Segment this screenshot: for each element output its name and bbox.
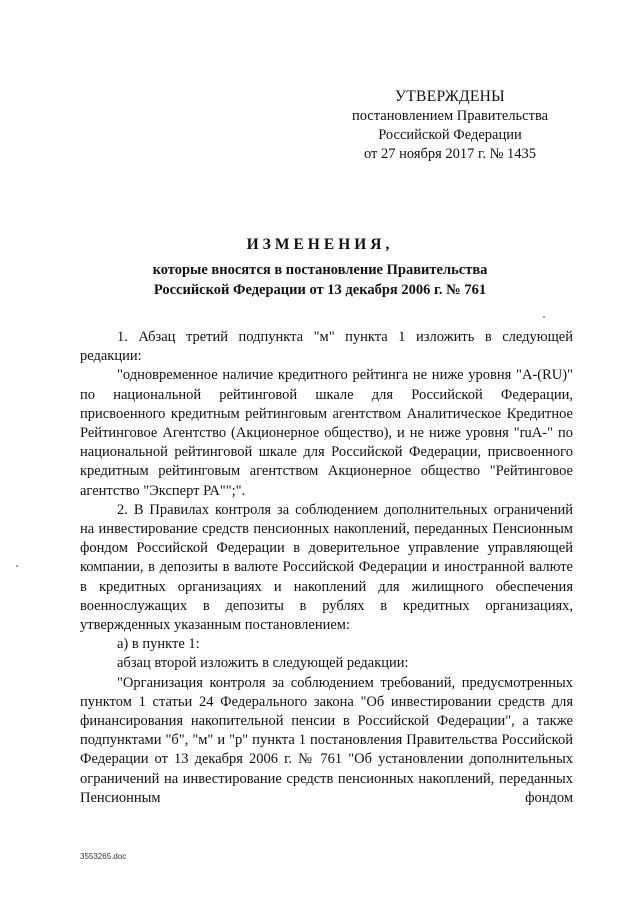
- file-name-footer: 3553265.doc: [80, 852, 127, 861]
- paragraph-1: 1. Абзац третий подпункта "м" пункта 1 изложить в следующей редакции:: [80, 329, 573, 365]
- paragraph-5: абзац второй изложить в следующей редакции:: [117, 655, 409, 672]
- approval-heading: УТВЕРЖДЕНЫ: [395, 88, 505, 105]
- paragraph-6: "Организация контроля за соблюдением требований, предусмотренных пунктом 1 статьи 24 Федерального закона "Об инвестировании средств для финансирования накопительной пенсии в Российской Федерации", а также подпунктами "б", "м" и "р" пункта 1 постановления Правительства Российской Федерации от 13 декабря 2006 г. № 761 "Об установлении дополнительных ограничений на инвестирование средств пенсионных накоплений, переданных Пенсионным фондом: [80, 674, 573, 806]
- paragraph-4: а) в пункте 1:: [117, 636, 200, 653]
- document-subtitle: [100, 260, 540, 300]
- scan-speck: [543, 316, 545, 318]
- document-body: [80, 328, 573, 808]
- paragraph-2: "одновременное наличие кредитного рейтинга не ниже уровня "A-(RU)" по национальной рейтинговой шкале для Российской Федерации, присвоенного кредитным рейтинговым агентством Аналитическое Кредитное Рейтинговое Агентство (Акционерное общество), и не ниже уровня "ruA-" по национальной рейтинговой шкале для Российской Федерации, присвоенного кредитным рейтинговым агентством Акционерное общество "Рейтинговое агентство "Эксперт РА"";".: [80, 367, 573, 499]
- paragraph-3: 2. В Правилах контроля за соблюдением дополнительных ограничений на инвестирование средств пенсионных накоплений, переданных Пенсионным фондом Российской Федерации в доверительное управление управляющей компании, в депозиты в валюте Российской Федерации и иностранной валюте в кредитных организациях и накоплений для жилищного обеспечения военнослужащих в депозиты в рублях в кредитных организациях, утвержденных указанным постановлением:: [80, 501, 573, 634]
- subtitle-line-2: Российской Федерации от 13 декабря 2006 г. № 761: [153, 282, 487, 298]
- subtitle-line-1: которые вносятся в постановление Правительства: [152, 262, 488, 278]
- approval-stamp: [330, 87, 570, 164]
- document-title: ИЗМЕНЕНИЯ,: [246, 236, 394, 253]
- approval-line-2: Российской Федерации: [378, 127, 522, 143]
- approval-line-1: постановлением Правительства: [351, 108, 549, 124]
- scan-speck: [16, 565, 18, 567]
- approval-line-3: от 27 ноября 2017 г. № 1435: [363, 146, 537, 162]
